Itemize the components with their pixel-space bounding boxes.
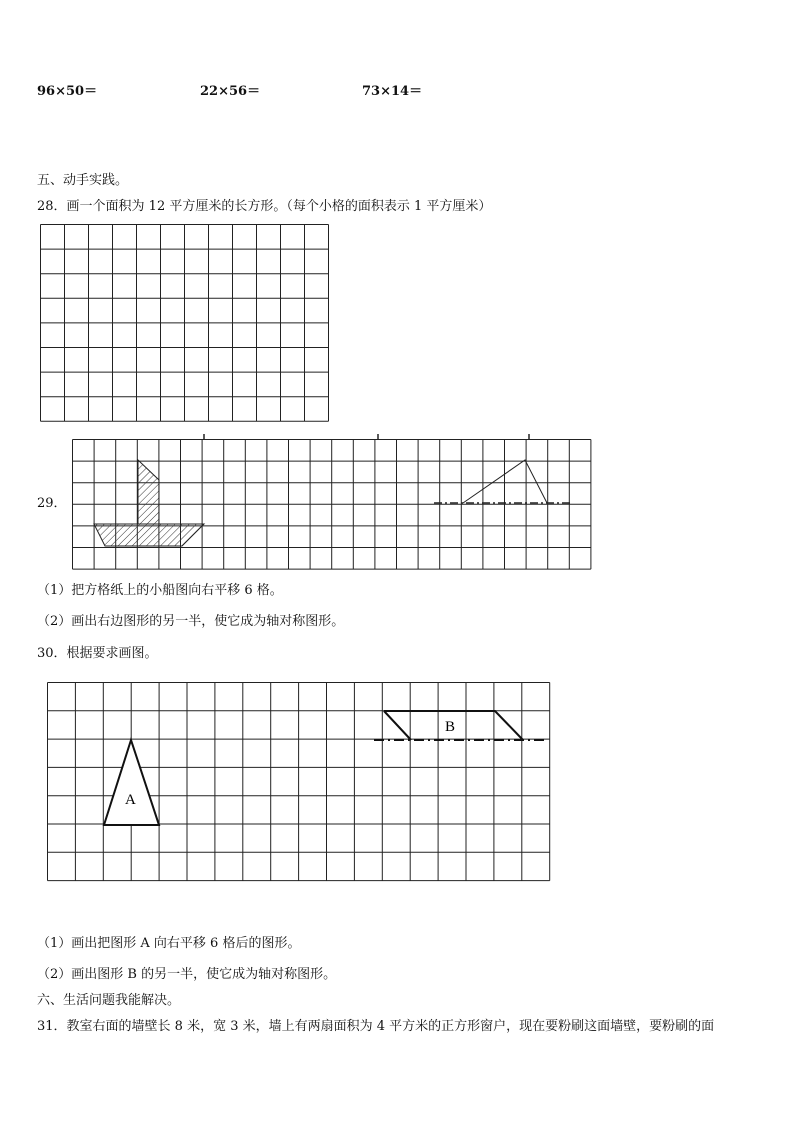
boat-hull bbox=[94, 524, 204, 546]
question-28-text: 28．画一个面积为 12 平方厘米的长方形。（每个小格的面积表示 1 平方厘米） bbox=[37, 199, 492, 214]
q30-grid bbox=[47, 682, 553, 883]
shape-b-label: B bbox=[445, 719, 456, 735]
question-30-sub2: （2）画出图形 B 的另一半，使它成为轴对称图形。 bbox=[37, 967, 337, 982]
boat-sail bbox=[138, 460, 159, 524]
q29-grid bbox=[72, 436, 594, 570]
question-31-text: 31．教室右面的墙壁长 8 米，宽 3 米，墙上有两扇面积为 4 平方米的正方形窗户，现在要粉刷这面墙壁，要粉刷的面 bbox=[37, 1019, 715, 1034]
shape-b-outline bbox=[384, 711, 411, 740]
q28-grid bbox=[40, 224, 330, 422]
calc-item-2: 22×56＝ bbox=[200, 84, 261, 99]
shape-a bbox=[104, 740, 159, 825]
calc-item-1: 96×50＝ bbox=[37, 84, 98, 99]
question-29-sub1: （1）把方格纸上的小船图向右平移 6 格。 bbox=[37, 583, 283, 598]
question-30-title: 30．根据要求画图。 bbox=[37, 646, 158, 661]
section-5-title: 五、动手实践。 bbox=[37, 173, 129, 188]
calc-item-3: 73×14＝ bbox=[362, 84, 423, 99]
shape-a-label: A bbox=[125, 792, 136, 808]
question-30-sub1: （1）画出把图形 A 向右平移 6 格后的图形。 bbox=[37, 936, 301, 951]
question-29-number: 29． bbox=[37, 496, 67, 511]
section-6-title: 六、生活问题我能解决。 bbox=[37, 993, 181, 1008]
question-29-sub2: （2）画出右边图形的另一半，使它成为轴对称图形。 bbox=[37, 614, 345, 629]
